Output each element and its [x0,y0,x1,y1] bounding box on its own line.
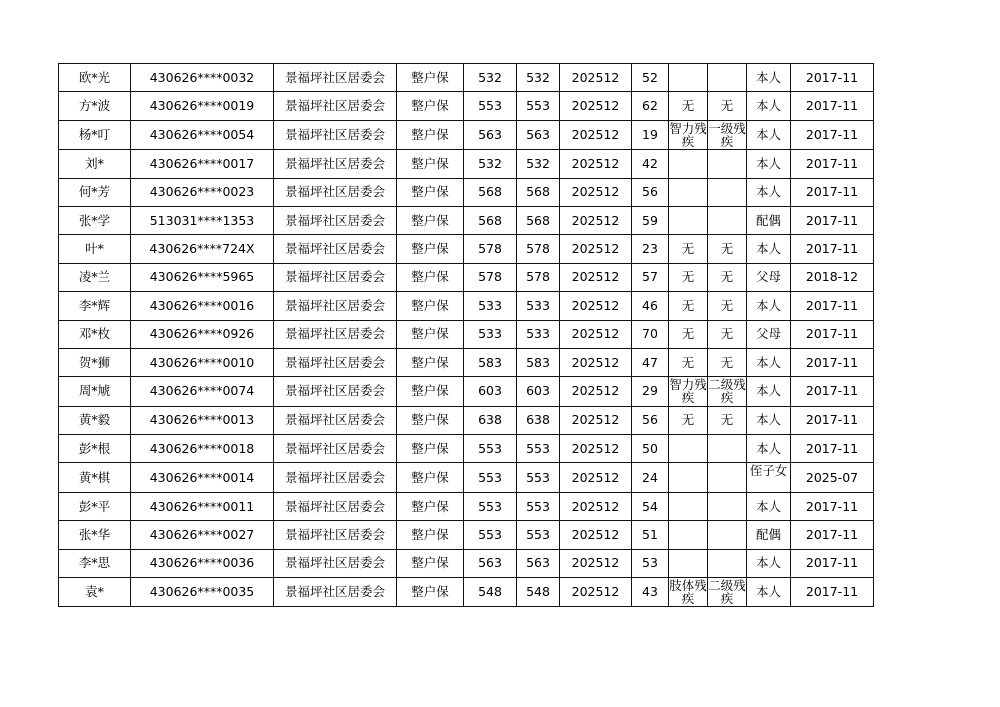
cell-relation: 本人 [747,377,791,406]
cell-relation: 配偶 [747,206,791,234]
cell-id: 430626****0017 [131,150,274,178]
cell-community: 景福坪社区居委会 [274,578,397,607]
cell-disability-type [669,521,708,549]
cell-amount2: 533 [517,292,560,320]
table-row [59,64,874,92]
cell-month: 202512 [560,348,632,376]
cell-date: 2017-11 [791,435,874,463]
cell-disability-type: 无 [669,348,708,376]
cell-amount2: 578 [517,235,560,263]
cell-type: 整户保 [397,92,464,120]
cell-id: 430626****0013 [131,406,274,434]
cell-community: 景福坪社区居委会 [274,150,397,178]
cell-id: 430626****0019 [131,92,274,120]
table-row [59,292,874,320]
table-row [59,320,874,348]
cell-id: 430626****0018 [131,435,274,463]
cell-community: 景福坪社区居委会 [274,320,397,348]
cell-age: 51 [632,521,669,549]
cell-community: 景福坪社区居委会 [274,549,397,577]
cell-name: 杨*叮 [59,120,131,149]
cell-date: 2017-11 [791,578,874,607]
cell-amount1: 533 [464,292,517,320]
cell-amount1: 553 [464,435,517,463]
cell-month: 202512 [560,549,632,577]
cell-month: 202512 [560,406,632,434]
cell-amount1: 568 [464,206,517,234]
cell-id: 430626****0036 [131,549,274,577]
table-row [59,549,874,577]
cell-relation: 配偶 [747,521,791,549]
cell-age: 47 [632,348,669,376]
cell-relation: 父母 [747,320,791,348]
table-row [59,463,874,492]
cell-amount2: 553 [517,92,560,120]
cell-type: 整户保 [397,463,464,492]
cell-name: 黄*棋 [59,463,131,492]
cell-disability-type: 无 [669,406,708,434]
cell-name: 李*思 [59,549,131,577]
cell-disability-level: 二级残疾 [708,377,746,406]
cell-type: 整户保 [397,435,464,463]
cell-month: 202512 [560,150,632,178]
table-row [59,578,874,607]
cell-type: 整户保 [397,178,464,206]
cell-date: 2017-11 [791,320,874,348]
cell-id: 430626****0014 [131,463,274,492]
cell-date: 2017-11 [791,178,874,206]
cell-date: 2017-11 [791,377,874,406]
cell-disability-type: 无 [669,263,708,291]
cell-month: 202512 [560,206,632,234]
cell-relation: 本人 [747,150,791,178]
cell-disability-type: 肢体残疾 [669,578,707,607]
cell-disability-type [669,549,708,577]
cell-relation: 本人 [747,120,791,149]
cell-type: 整户保 [397,206,464,234]
table-row [59,120,874,149]
cell-id: 430626****0926 [131,320,274,348]
cell-amount1: 603 [464,377,517,406]
cell-community: 景福坪社区居委会 [274,263,397,291]
cell-id: 430626****0035 [131,578,274,607]
cell-id: 430626****0010 [131,348,274,376]
cell-date: 2017-11 [791,64,874,92]
table-row [59,406,874,434]
cell-name: 李*辉 [59,292,131,320]
cell-type: 整户保 [397,549,464,577]
cell-community: 景福坪社区居委会 [274,235,397,263]
cell-amount1: 532 [464,64,517,92]
cell-month: 202512 [560,64,632,92]
cell-id: 430626****0054 [131,120,274,149]
cell-community: 景福坪社区居委会 [274,348,397,376]
cell-relation: 本人 [747,292,791,320]
table-row [59,377,874,406]
cell-amount1: 578 [464,235,517,263]
cell-disability-level [708,178,747,206]
cell-relation: 本人 [747,64,791,92]
cell-amount2: 553 [517,492,560,520]
cell-disability-type [669,206,708,234]
cell-date: 2018-12 [791,263,874,291]
cell-amount1: 583 [464,348,517,376]
cell-amount2: 553 [517,521,560,549]
cell-age: 56 [632,406,669,434]
cell-disability-type: 无 [669,320,708,348]
cell-disability-level [708,64,747,92]
cell-amount1: 553 [464,492,517,520]
cell-community: 景福坪社区居委会 [274,206,397,234]
cell-amount1: 638 [464,406,517,434]
cell-type: 整户保 [397,348,464,376]
cell-name: 张*学 [59,206,131,234]
table-row [59,178,874,206]
cell-month: 202512 [560,492,632,520]
cell-date: 2017-11 [791,549,874,577]
cell-type: 整户保 [397,263,464,291]
cell-amount2: 533 [517,320,560,348]
cell-disability-level: 无 [708,348,747,376]
cell-disability-type [669,435,708,463]
table-row [59,521,874,549]
cell-amount1: 553 [464,463,517,492]
cell-age: 52 [632,64,669,92]
cell-disability-level [708,492,747,520]
cell-community: 景福坪社区居委会 [274,292,397,320]
cell-month: 202512 [560,320,632,348]
cell-disability-type [669,150,708,178]
cell-relation: 本人 [747,178,791,206]
cell-age: 46 [632,292,669,320]
cell-disability-type: 智力残疾 [669,120,707,149]
cell-disability-level [708,435,747,463]
cell-relation: 侄子女 [747,463,791,492]
cell-date: 2017-11 [791,492,874,520]
assistance-roster-table [58,63,874,607]
cell-disability-type [669,463,708,492]
cell-age: 54 [632,492,669,520]
cell-id: 430626****0023 [131,178,274,206]
cell-relation: 本人 [747,549,791,577]
cell-age: 42 [632,150,669,178]
cell-community: 景福坪社区居委会 [274,120,397,149]
cell-date: 2017-11 [791,521,874,549]
cell-community: 景福坪社区居委会 [274,64,397,92]
cell-date: 2017-11 [791,150,874,178]
cell-name: 方*波 [59,92,131,120]
cell-month: 202512 [560,578,632,607]
cell-relation: 父母 [747,263,791,291]
cell-community: 景福坪社区居委会 [274,435,397,463]
cell-id: 513031****1353 [131,206,274,234]
cell-relation: 本人 [747,348,791,376]
cell-type: 整户保 [397,521,464,549]
cell-type: 整户保 [397,235,464,263]
cell-relation: 本人 [747,235,791,263]
roster-body [59,64,874,607]
cell-id: 430626****0016 [131,292,274,320]
cell-name: 贺*狮 [59,348,131,376]
cell-month: 202512 [560,92,632,120]
cell-name: 袁* [59,578,131,607]
cell-disability-level: 二级残疾 [708,578,746,607]
cell-date: 2025-07 [791,463,874,492]
cell-month: 202512 [560,235,632,263]
cell-date: 2017-11 [791,120,874,149]
table-row [59,492,874,520]
cell-amount1: 578 [464,263,517,291]
cell-disability-type: 无 [669,235,708,263]
cell-month: 202512 [560,521,632,549]
cell-community: 景福坪社区居委会 [274,178,397,206]
cell-type: 整户保 [397,120,464,149]
cell-disability-type [669,64,708,92]
cell-name: 彭*平 [59,492,131,520]
cell-type: 整户保 [397,578,464,607]
cell-month: 202512 [560,463,632,492]
cell-type: 整户保 [397,150,464,178]
cell-disability-type: 无 [669,292,708,320]
cell-community: 景福坪社区居委会 [274,463,397,492]
cell-disability-level: 一级残疾 [708,120,746,149]
table-row [59,348,874,376]
cell-age: 53 [632,549,669,577]
cell-date: 2017-11 [791,348,874,376]
cell-age: 57 [632,263,669,291]
cell-community: 景福坪社区居委会 [274,406,397,434]
cell-disability-type: 智力残疾 [669,377,707,406]
cell-disability-level: 无 [708,292,747,320]
cell-disability-level: 无 [708,92,747,120]
cell-community: 景福坪社区居委会 [274,92,397,120]
cell-name: 刘* [59,150,131,178]
cell-relation: 本人 [747,578,791,607]
cell-amount2: 583 [517,348,560,376]
cell-type: 整户保 [397,492,464,520]
cell-disability-level: 无 [708,406,747,434]
cell-relation: 本人 [747,492,791,520]
cell-amount2: 553 [517,463,560,492]
cell-amount2: 568 [517,178,560,206]
cell-amount1: 548 [464,578,517,607]
cell-date: 2017-11 [791,406,874,434]
table-row [59,263,874,291]
cell-age: 19 [632,120,669,149]
cell-amount2: 532 [517,150,560,178]
cell-name: 何*芳 [59,178,131,206]
cell-id: 430626****0027 [131,521,274,549]
cell-month: 202512 [560,377,632,406]
cell-id: 430626****0011 [131,492,274,520]
cell-type: 整户保 [397,406,464,434]
cell-amount2: 548 [517,578,560,607]
cell-age: 70 [632,320,669,348]
cell-type: 整户保 [397,64,464,92]
cell-name: 黄*毅 [59,406,131,434]
cell-age: 24 [632,463,669,492]
cell-disability-level: 无 [708,235,747,263]
cell-amount1: 533 [464,320,517,348]
cell-id: 430626****5965 [131,263,274,291]
cell-age: 50 [632,435,669,463]
cell-type: 整户保 [397,320,464,348]
cell-amount1: 563 [464,549,517,577]
cell-disability-level [708,206,747,234]
cell-age: 56 [632,178,669,206]
table-row [59,235,874,263]
cell-age: 62 [632,92,669,120]
cell-age: 59 [632,206,669,234]
cell-date: 2017-11 [791,292,874,320]
cell-type: 整户保 [397,377,464,406]
cell-name: 欧*光 [59,64,131,92]
cell-amount1: 563 [464,120,517,149]
cell-type: 整户保 [397,292,464,320]
cell-name: 邓*枚 [59,320,131,348]
cell-amount1: 553 [464,521,517,549]
cell-amount2: 563 [517,120,560,149]
cell-month: 202512 [560,435,632,463]
cell-month: 202512 [560,292,632,320]
cell-amount2: 568 [517,206,560,234]
cell-disability-level [708,150,747,178]
cell-disability-level [708,463,747,492]
cell-disability-level: 无 [708,320,747,348]
table-row [59,435,874,463]
cell-disability-type: 无 [669,92,708,120]
cell-amount2: 578 [517,263,560,291]
cell-amount2: 638 [517,406,560,434]
cell-disability-level [708,549,747,577]
cell-amount1: 553 [464,92,517,120]
cell-amount1: 568 [464,178,517,206]
table-row [59,206,874,234]
cell-amount2: 532 [517,64,560,92]
cell-date: 2017-11 [791,92,874,120]
cell-disability-type [669,178,708,206]
cell-name: 张*华 [59,521,131,549]
cell-amount2: 553 [517,435,560,463]
cell-id: 430626****724X [131,235,274,263]
cell-amount2: 603 [517,377,560,406]
cell-name: 叶* [59,235,131,263]
cell-month: 202512 [560,178,632,206]
cell-month: 202512 [560,263,632,291]
cell-name: 凌*兰 [59,263,131,291]
table-row [59,150,874,178]
cell-name: 周*虓 [59,377,131,406]
cell-relation: 本人 [747,92,791,120]
cell-disability-level [708,521,747,549]
cell-age: 23 [632,235,669,263]
cell-relation: 本人 [747,435,791,463]
cell-age: 29 [632,377,669,406]
cell-disability-type [669,492,708,520]
cell-id: 430626****0032 [131,64,274,92]
cell-age: 43 [632,578,669,607]
cell-month: 202512 [560,120,632,149]
cell-disability-level: 无 [708,263,747,291]
cell-community: 景福坪社区居委会 [274,377,397,406]
cell-id: 430626****0074 [131,377,274,406]
cell-name: 彭*根 [59,435,131,463]
cell-date: 2017-11 [791,235,874,263]
cell-amount1: 532 [464,150,517,178]
cell-community: 景福坪社区居委会 [274,492,397,520]
cell-relation: 本人 [747,406,791,434]
table-row [59,92,874,120]
cell-date: 2017-11 [791,206,874,234]
cell-amount2: 563 [517,549,560,577]
cell-community: 景福坪社区居委会 [274,521,397,549]
